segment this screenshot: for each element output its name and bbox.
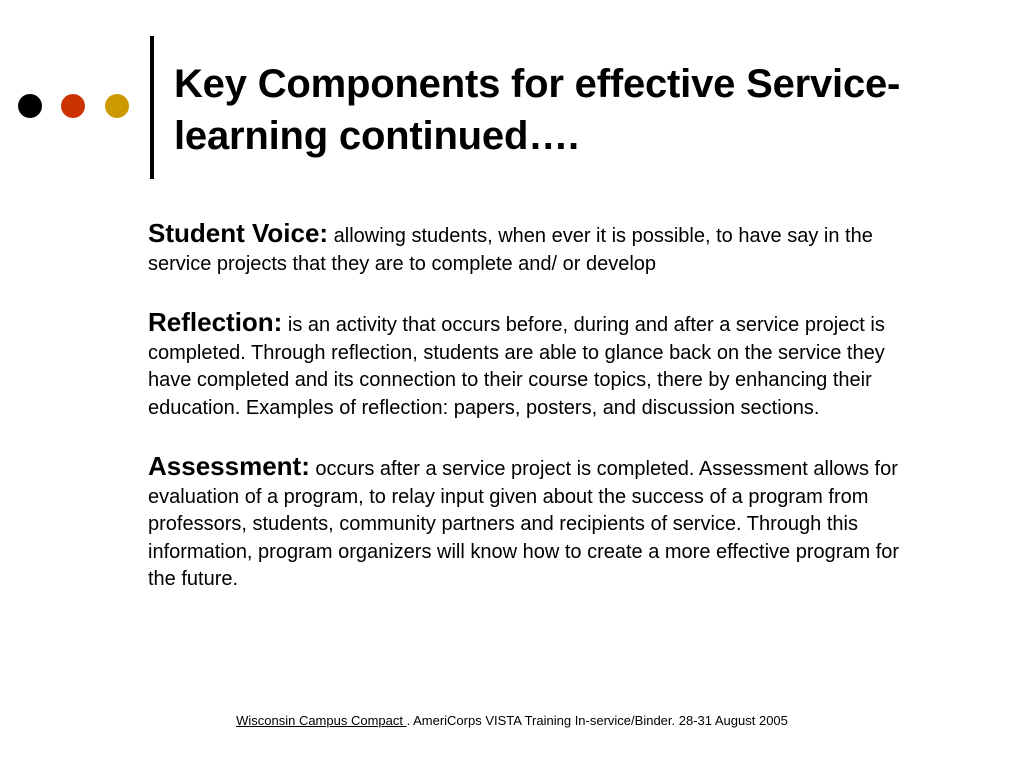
text-assessment: occurs after a service project is completed. Assessment allows for evaluation of a program, to relay input given about the success of a program from professors, students, community partners and recipients of service. Through this information, program organizers will know how to create a more effective program for the future. (148, 458, 900, 590)
footer-source-link[interactable]: Wisconsin Campus Compact (236, 713, 407, 728)
title-divider-bar (150, 36, 154, 179)
red-bullet-dot (61, 94, 85, 118)
term-reflection: Reflection: (148, 307, 283, 337)
gold-bullet-dot (105, 94, 129, 118)
section-assessment (148, 453, 928, 594)
text-student-voice: allowing students, when ever it is possible, to have say in the service projects that they are to complete and/ or develop (148, 225, 873, 275)
text-reflection: is an activity that occurs before, during and after a service project is completed. Through reflection, students are able to glance back on the service they have completed and its connection to their course topics, there by enhancing their education. Examples of reflection: papers, posters, and discussion sections. (148, 314, 885, 419)
footer-citation-text: . AmeriCorps VISTA Training In-service/Binder. 28-31 August 2005 (406, 713, 788, 728)
term-assessment: Assessment: (148, 451, 310, 481)
slide-body (148, 220, 928, 594)
section-reflection (148, 309, 928, 422)
slide-title: Key Components for effective Service-learning continued…. (174, 62, 901, 158)
black-bullet-dot (18, 94, 42, 118)
term-student-voice: Student Voice: (148, 218, 329, 248)
slide-footer (0, 713, 1024, 728)
section-student-voice (148, 220, 928, 278)
